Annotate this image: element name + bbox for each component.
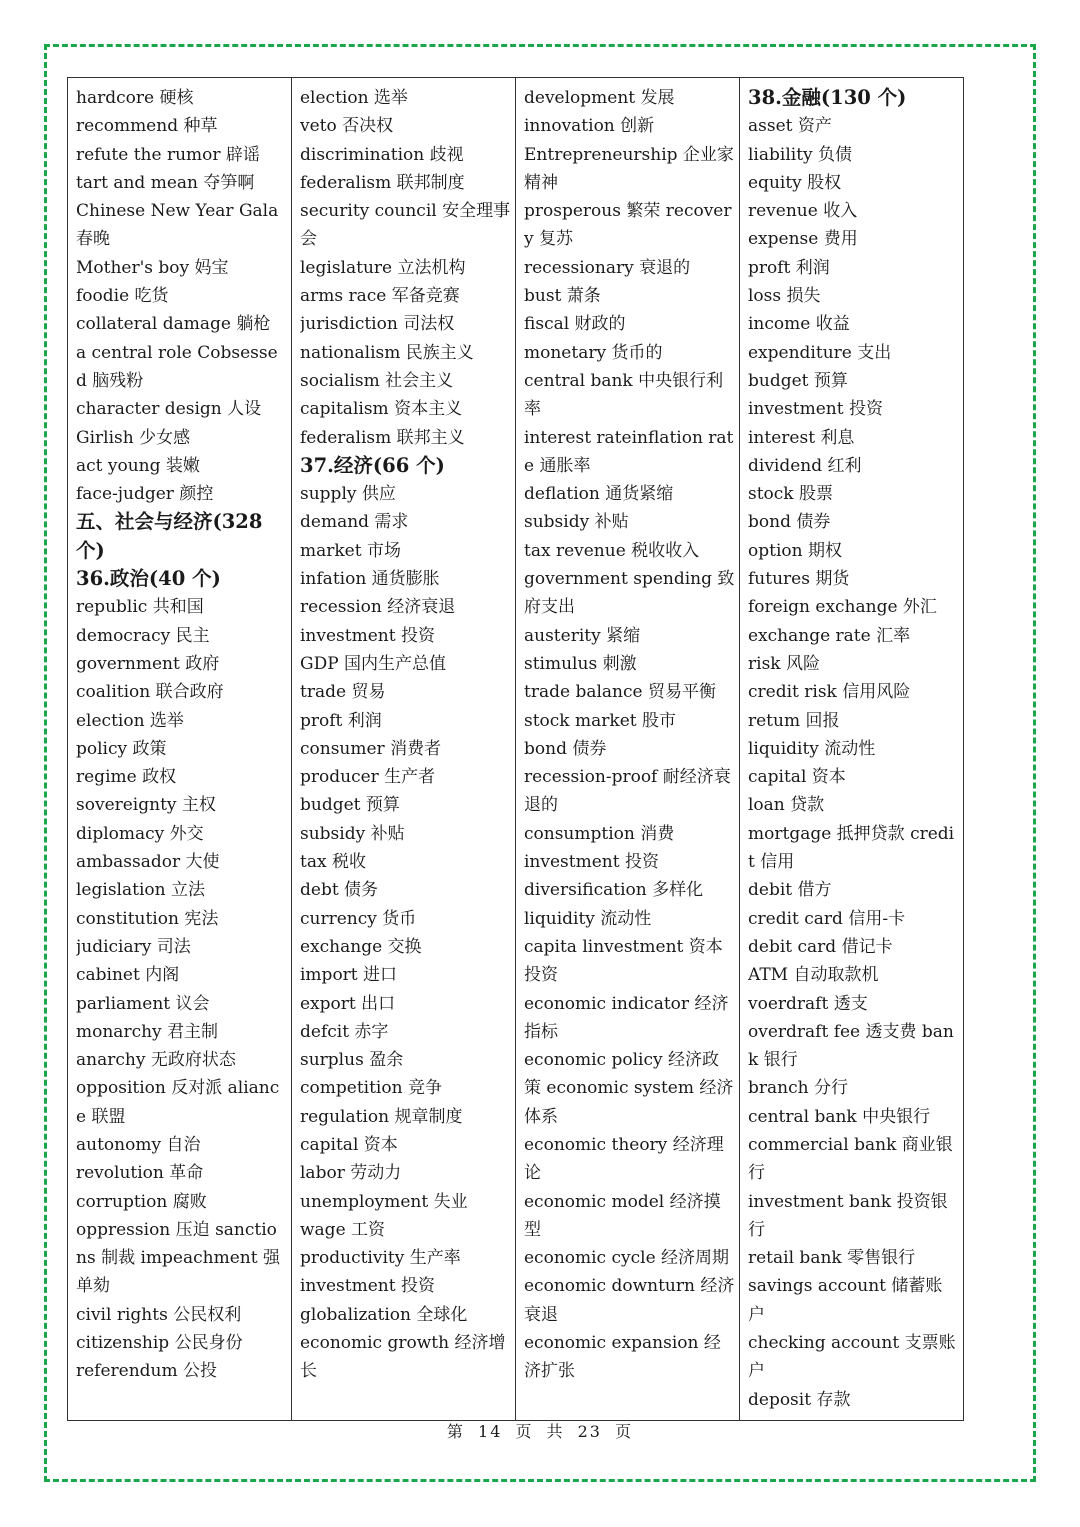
vocab-entry: ATM 自动取款机 — [748, 965, 879, 986]
vocab-entry: autonomy 自治 — [76, 1134, 201, 1155]
vocab-entry: surplus 盈余 — [300, 1050, 404, 1071]
vocab-entry: proft 利润 — [300, 710, 382, 731]
vocab-entry: stimulus 刺激 — [524, 653, 637, 674]
vocab-entry: recessionary 衰退的 — [524, 257, 691, 278]
vocab-entry: retum 回报 — [748, 710, 840, 731]
vocab-entry: election 选举 — [300, 88, 408, 108]
vocab-entry: prosperous 繁荣 recovery 复苏 — [524, 201, 732, 250]
vocab-entry: coalition 联合政府 — [76, 682, 224, 703]
vocab-entry: trade balance 贸易平衡 — [524, 682, 716, 703]
column-2 — [292, 78, 516, 1421]
vocab-entry: capital 资本 — [300, 1134, 398, 1155]
vocab-entry: export 出口 — [300, 993, 396, 1014]
vocab-entry: subsidy 补贴 — [524, 512, 629, 533]
vocab-entry: austerity 紧缩 — [524, 625, 641, 646]
vocab-entry: federalism 联邦主义 — [300, 427, 465, 448]
vocab-entry: economic model 经济摸型 — [524, 1191, 721, 1240]
vocab-entry: demand 需求 — [300, 512, 409, 533]
vocab-entry: government 政府 — [76, 653, 220, 674]
vocab-entry: economic expansion 经济扩张 — [524, 1333, 721, 1382]
vocab-entry: investment 投资 — [524, 852, 659, 873]
vocab-entry: judiciary 司法 — [76, 936, 191, 957]
vocab-entry: nationalism 民族主义 — [300, 342, 474, 363]
vocab-entry: republic 共和国 — [76, 597, 204, 618]
vocab-entry: act young 装嫩 — [76, 455, 200, 476]
vocab-entry: globalization 全球化 — [300, 1304, 468, 1325]
vocab-entry: collateral damage 躺枪 — [76, 314, 271, 335]
vocab-entry: Mother's boy 妈宝 — [76, 257, 229, 278]
vocab-entry: overdraft fee 透支费 bank 银行 — [748, 1021, 954, 1071]
vocab-entry: defcit 赤字 — [300, 1021, 389, 1042]
vocab-entry: loss 损失 — [748, 286, 821, 307]
vocab-entry: expense 费用 — [748, 229, 858, 250]
vocab-entry: a central role Cobsessed 脑残粉 — [76, 342, 278, 391]
vocab-entry: liquidity 流动性 — [524, 908, 652, 929]
vocab-entry: democracy 民主 — [76, 625, 210, 646]
vocab-entry: hardcore 硬核 — [76, 88, 194, 108]
vocab-entry: diversification 多样化 — [524, 880, 704, 901]
vocab-entry: diplomacy 外交 — [76, 823, 204, 844]
vocab-entry: checking account 支票账户 — [748, 1333, 956, 1382]
vocab-entry: stock market 股市 — [524, 710, 676, 731]
vocab-entry: debit card 借记卡 — [748, 936, 893, 957]
vocab-entry: subsidy 补贴 — [300, 823, 405, 844]
vocab-entry: supply 供应 — [300, 484, 396, 505]
vocab-entry: market 市场 — [300, 540, 401, 561]
vocab-entry: bond 债券 — [748, 512, 831, 533]
vocab-entry: opposition 反对派 aliance 联盟 — [76, 1078, 280, 1127]
vocab-entry: monetary 货币的 — [524, 342, 663, 363]
vocab-entry: budget 预算 — [748, 370, 848, 391]
vocab-entry: proft 利润 — [748, 257, 830, 278]
column-4 — [740, 78, 964, 1421]
vocab-entry: foodie 吃货 — [76, 286, 169, 307]
vocab-entry: revenue 收入 — [748, 201, 858, 222]
vocab-entry: economic cycle 经济周期 economic downturn 经济衰退 — [524, 1248, 735, 1325]
vocab-entry: tax revenue 税收收入 — [524, 540, 700, 561]
vocab-entry: debt 债务 — [300, 880, 379, 901]
vocab-entry: producer 生产者 — [300, 767, 436, 788]
vocab-entry: legislature 立法机构 — [300, 257, 466, 278]
vocab-entry: wage 工资 — [300, 1219, 386, 1240]
vocab-entry: mortgage 抵押贷款 credit 信用 — [748, 823, 955, 873]
vocab-entry: development 发展 — [524, 88, 675, 108]
vocab-entry: bond 债券 — [524, 738, 607, 759]
vocab-entry: retail bank 零售银行 — [748, 1248, 916, 1269]
vocab-entry: fiscal 财政的 — [524, 314, 626, 335]
vocab-entry: stock 股票 — [748, 484, 834, 505]
vocab-entry: liability 负债 — [748, 144, 853, 165]
vocab-entry: jurisdiction 司法权 — [300, 314, 455, 335]
table-row — [68, 78, 964, 1421]
vocab-entry: competition 竞争 — [300, 1078, 442, 1099]
vocab-entry: productivity 生产率 — [300, 1248, 461, 1269]
vocab-entry: currency 货币 — [300, 908, 417, 929]
vocab-entry: investment 投资 — [300, 1276, 435, 1297]
vocab-entry: credit card 信用-卡 — [748, 908, 906, 929]
vocab-entry: risk 风险 — [748, 653, 820, 674]
vocab-entry: Girlish 少女感 — [76, 427, 191, 448]
vocab-entry: discrimination 歧视 — [300, 144, 464, 165]
vocab-entry: foreign exchange 外汇 — [748, 597, 937, 618]
vocab-entry: election 选举 — [76, 710, 184, 731]
column-1 — [68, 78, 292, 1421]
vocab-entry: veto 否决权 — [300, 116, 394, 137]
vocab-entry: commercial bank 商业银行 — [748, 1134, 953, 1184]
vocab-entry: equity 股权 — [748, 172, 842, 193]
vocab-entry: sovereignty 主权 — [76, 795, 216, 816]
vocab-entry: exchange rate 汇率 — [748, 625, 911, 646]
vocab-entry: economic growth 经济增长 — [300, 1333, 506, 1382]
vocab-entry: innovation 创新 — [524, 116, 655, 137]
section-heading: 五、社会与经济(328个) — [76, 510, 263, 562]
vocab-entry: government spending 致府支出 — [524, 569, 735, 618]
vocab-entry: Chinese New Year Gala春晚 — [76, 201, 279, 250]
vocab-entry: investment 投资 — [300, 625, 435, 646]
vocab-entry: ambassador 大使 — [76, 852, 220, 873]
vocab-entry: monarchy 君主制 — [76, 1021, 219, 1042]
vocab-entry: revolution 革命 — [76, 1163, 204, 1184]
vocab-entry: deposit 存款 — [748, 1389, 851, 1410]
vocab-entry: economic theory 经济理论 — [524, 1134, 724, 1184]
vocab-entry: capita linvestment 资本投资 — [524, 936, 723, 986]
vocab-entry: refute the rumor 辟谣 — [76, 144, 260, 165]
vocab-entry: recession 经济衰退 — [300, 597, 456, 618]
vocab-entry: savings account 储蓄账户 — [748, 1276, 943, 1325]
vocab-entry: tart and mean 夺笋啊 — [76, 172, 255, 193]
vocab-entry: investment bank 投资银行 — [748, 1191, 948, 1240]
vocab-entry: expenditure 支出 — [748, 342, 892, 363]
vocab-entry: anarchy 无政府状态 — [76, 1050, 236, 1071]
vocab-entry: civil rights 公民权利 — [76, 1304, 242, 1325]
vocab-entry: constitution 宪法 — [76, 908, 219, 929]
vocab-entry: oppression 压迫 sanctions 制裁 impeachment 强单劾 — [76, 1219, 280, 1297]
vocab-entry: deflation 通货紧缩 — [524, 484, 674, 505]
vocab-entry: credit risk 信用风险 — [748, 682, 911, 703]
vocab-entry: capital 资本 — [748, 767, 846, 788]
vocab-entry: central bank 中央银行 — [748, 1106, 931, 1127]
vocab-entry: option 期权 — [748, 540, 842, 561]
vocab-entry: economic policy 经济政策 economic system 经济体系 — [524, 1050, 734, 1127]
vocab-entry: labor 劳动力 — [300, 1163, 402, 1184]
vocab-entry: arms race 军备竞赛 — [300, 286, 460, 307]
vocab-entry: branch 分行 — [748, 1078, 848, 1099]
vocab-entry: liquidity 流动性 — [748, 738, 876, 759]
vocab-entry: investment 投资 — [748, 399, 883, 420]
vocab-entry: budget 预算 — [300, 795, 400, 816]
vocab-entry: security council 安全理事会 — [300, 201, 511, 250]
vocab-entry: capitalism 资本主义 — [300, 399, 463, 420]
vocab-entry: corruption 腐败 — [76, 1191, 207, 1212]
vocab-entry: parliament 议会 — [76, 993, 210, 1014]
page-footer: 第 14 页 共 23 页 — [446, 1422, 634, 1441]
section-heading: 38.金融(130 个) — [748, 86, 907, 109]
vocab-entry: interest rateinflation rate 通胀率 — [524, 427, 734, 476]
vocab-entry: regulation 规章制度 — [300, 1106, 463, 1127]
vocab-entry: policy 政策 — [76, 738, 167, 759]
vocab-entry: dividend 红利 — [748, 455, 862, 476]
section-heading: 36.政治(40 个) — [76, 567, 221, 591]
vocab-entry: exchange 交换 — [300, 936, 422, 957]
vocab-entry: consumption 消费 — [524, 823, 675, 844]
vocab-entry: face-judger 颜控 — [76, 484, 214, 505]
vocab-entry: trade 贸易 — [300, 682, 386, 703]
vocab-entry: bust 萧条 — [524, 286, 601, 307]
vocab-entry: GDP 国内生产总值 — [300, 653, 447, 674]
vocab-entry: consumer 消费者 — [300, 738, 442, 759]
vocab-entry: voerdraft 透支 — [748, 993, 868, 1014]
vocab-entry: unemployment 失业 — [300, 1191, 468, 1212]
vocab-entry: cabinet 内阁 — [76, 965, 180, 986]
vocab-entry: recession-proof 耐经济衰退的 — [524, 767, 731, 816]
vocab-entry: import 进口 — [300, 965, 398, 986]
vocabulary-table — [67, 77, 964, 1421]
vocab-entry: loan 贷款 — [748, 795, 825, 816]
vocab-entry: futures 期货 — [748, 569, 850, 590]
vocab-entry: economic indicator 经济指标 — [524, 993, 729, 1042]
vocab-entry: citizenship 公民身份 — [76, 1333, 243, 1354]
vocab-entry: socialism 社会主义 — [300, 370, 454, 391]
vocab-entry: character design 人设 — [76, 399, 262, 420]
vocab-entry: legislation 立法 — [76, 880, 205, 901]
section-heading: 37.经济(66 个) — [300, 453, 445, 477]
vocab-entry: federalism 联邦制度 — [300, 172, 465, 193]
column-3 — [516, 78, 740, 1421]
vocab-entry: interest 利息 — [748, 427, 855, 448]
vocab-entry: infation 通货膨胀 — [300, 569, 440, 590]
vocab-entry: debit 借方 — [748, 880, 832, 901]
vocab-entry: referendum 公投 — [76, 1361, 218, 1382]
vocab-entry: Entrepreneurship 企业家精神 — [524, 144, 734, 193]
vocab-entry: tax 税收 — [300, 852, 366, 873]
vocab-entry: income 收益 — [748, 314, 850, 335]
vocab-entry: recommend 种草 — [76, 116, 218, 137]
vocab-entry: central bank 中央银行利率 — [524, 370, 724, 420]
vocab-entry: regime 政权 — [76, 767, 177, 788]
vocab-entry: asset 资产 — [748, 116, 832, 137]
